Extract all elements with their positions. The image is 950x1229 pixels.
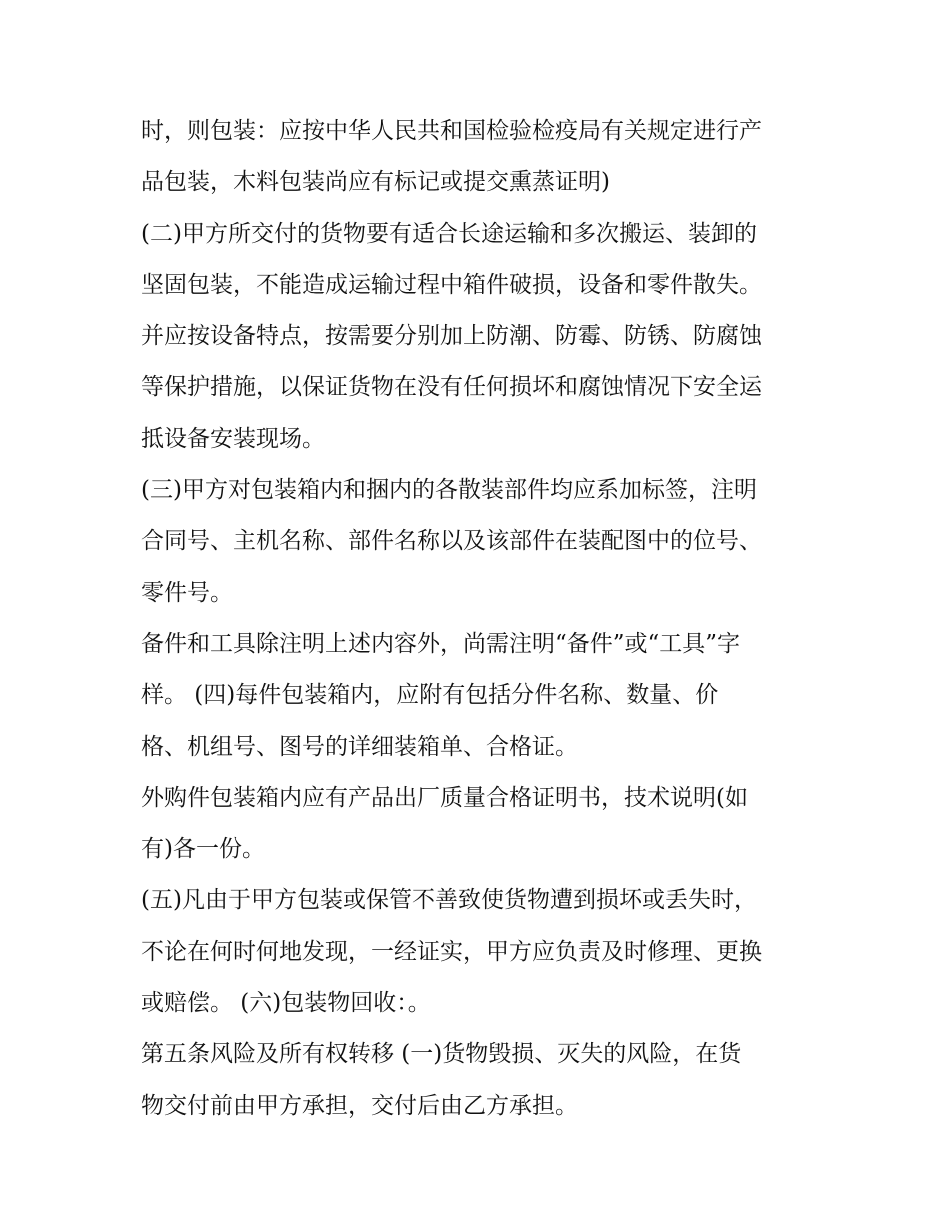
text-line-5: 并应按设备特点，按需要分别加上防潮、防霉、防锈、防腐蚀 [141,323,762,350]
text-line-8: (三)甲方对包装箱内和捆内的各散装部件均应系加标签，注明 [141,477,757,504]
text-line-6: 等保护措施，以保证货物在没有任何损坏和腐蚀情况下安全运 [141,374,762,401]
text-line-9: 合同号、主机名称、部件名称以及该部件在装配图中的位号、 [141,528,762,555]
text-line-7: 抵设备安装现场。 [141,425,325,452]
text-line-19: 第五条风险及所有权转移 (一)货物毁损、灭失的风险，在货 [141,1041,742,1068]
text-line-4: 坚固包装，不能造成运输过程中箱件破损，设备和零件散失。 [141,271,762,298]
text-line-10: 零件号。 [141,579,233,606]
text-line-16: (五)凡由于甲方包装或保管不善致使货物遭到损坏或丢失时， [141,887,757,914]
text-line-17: 不论在何时何地发现，一经证实，甲方应负责及时修理、更换 [141,938,762,965]
document-body [141,106,821,1132]
text-line-1: 时，则包装：应按中华人民共和国检验检疫局有关规定进行产 [141,118,762,144]
text-line-12: 样。 (四)每件包装箱内，应附有包括分件名称、数量、价 [141,682,719,709]
text-line-2: 品包装，木料包装尚应有标记或提交熏蒸证明) [141,169,610,196]
text-line-15: 有)各一份。 [141,836,265,863]
text-line-11: 备件和工具除注明上述内容外，尚需注明“备件”或“工具”字 [141,630,741,657]
text-line-20: 物交付前由甲方承担，交付后由乙方承担。 [141,1092,578,1119]
text-line-13: 格、机组号、图号的详细装箱单、合格证。 [141,733,578,760]
text-line-14: 外购件包装箱内应有产品出厂质量合格证明书，技术说明(如 [141,784,748,811]
text-line-3: (二)甲方所交付的货物要有适合长途运输和多次搬运、装卸的 [141,220,757,247]
text-line-18: 或赔偿。 (六)包装物回收：。 [141,990,431,1017]
